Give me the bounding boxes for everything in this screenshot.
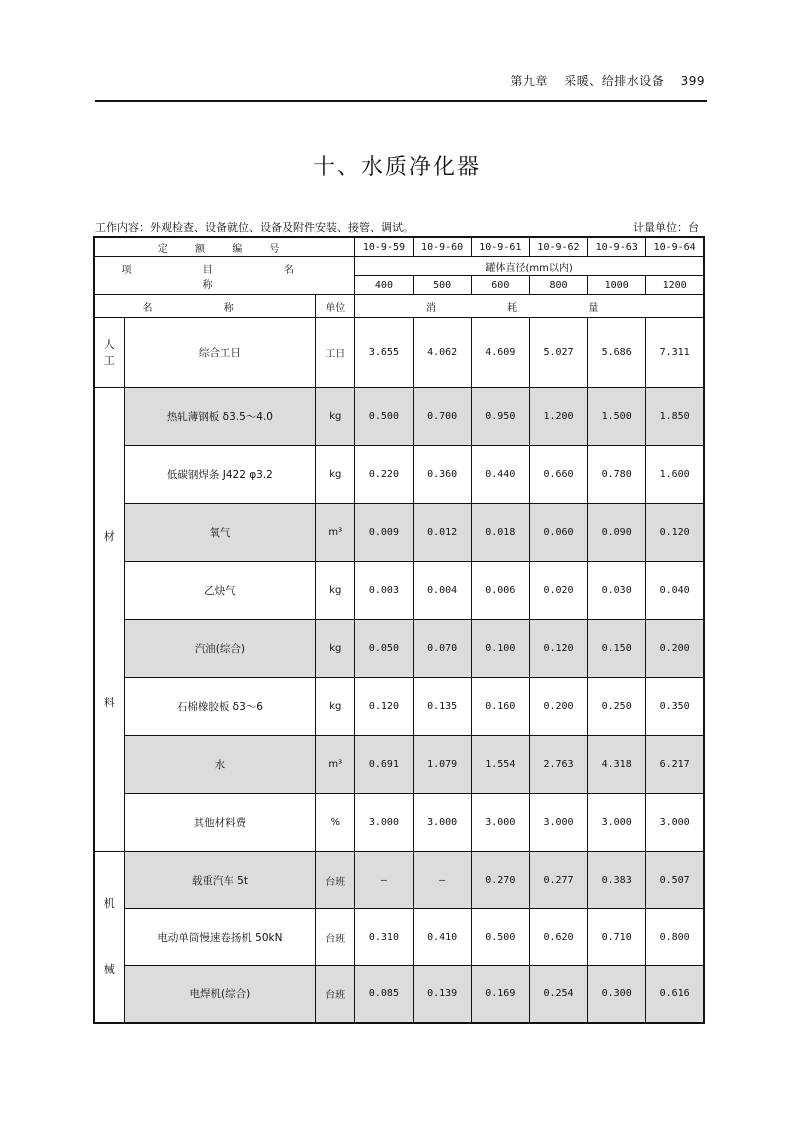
value-cell: 0.060: [529, 504, 587, 562]
value-cell: 4.062: [413, 318, 471, 388]
value-cell: 0.616: [646, 966, 704, 1023]
work-content: 工作内容：外观检查、设备就位、设备及附件安装、接管、调试。: [95, 221, 414, 234]
code-cell: 10-9-64: [646, 237, 704, 257]
table-row: [94, 852, 704, 909]
value-cell: 0.040: [646, 562, 704, 620]
resource-name: 乙炔气: [124, 562, 316, 620]
value-cell: 3.655: [355, 318, 413, 388]
unit-cell: kg: [316, 388, 355, 446]
param-cell: 600: [471, 276, 529, 295]
resource-name: 水: [124, 736, 316, 794]
unit-cell: m³: [316, 504, 355, 562]
param-cell: 800: [529, 276, 587, 295]
value-cell: 0.004: [413, 562, 471, 620]
resource-name: 氧气: [124, 504, 316, 562]
value-cell: 0.950: [471, 388, 529, 446]
value-cell: 0.254: [529, 966, 587, 1023]
table-row: [94, 318, 704, 388]
value-cell: 0.009: [355, 504, 413, 562]
value-cell: 3.000: [646, 794, 704, 852]
value-cell: 0.310: [355, 909, 413, 966]
value-cell: 5.686: [588, 318, 646, 388]
value-cell: 0.012: [413, 504, 471, 562]
value-cell: 1.500: [588, 388, 646, 446]
page-number: 399: [680, 74, 705, 88]
unit-cell: kg: [316, 678, 355, 736]
value-cell: 0.160: [471, 678, 529, 736]
value-cell: 0.120: [355, 678, 413, 736]
quota-table: [93, 236, 705, 1024]
value-cell: 0.169: [471, 966, 529, 1023]
value-cell: 0.300: [588, 966, 646, 1023]
value-cell: 0.277: [529, 852, 587, 909]
measure-unit: 计量单位：台: [633, 221, 699, 234]
page-title: 十、水质净化器: [312, 155, 481, 180]
param-cell: 1000: [588, 276, 646, 295]
category-cell: 材 料: [94, 388, 124, 852]
value-cell: 3.000: [588, 794, 646, 852]
table-row: [94, 736, 704, 794]
value-cell: 0.710: [588, 909, 646, 966]
value-cell: 0.250: [588, 678, 646, 736]
resource-name: 低碳钢焊条 J422 φ3.2: [124, 446, 316, 504]
value-cell: 3.000: [355, 794, 413, 852]
table-row: [94, 504, 704, 562]
unit-cell: %: [316, 794, 355, 852]
resource-name: 电动单筒慢速卷扬机 50kN: [124, 909, 316, 966]
code-cell: 10-9-61: [471, 237, 529, 257]
resource-name: 石棉橡胶板 δ3～6: [124, 678, 316, 736]
value-cell: 4.318: [588, 736, 646, 794]
value-cell: 0.135: [413, 678, 471, 736]
value-cell: 0.270: [471, 852, 529, 909]
value-cell: 0.120: [646, 504, 704, 562]
value-cell: 0.800: [646, 909, 704, 966]
value-cell: 4.609: [471, 318, 529, 388]
value-cell: 6.217: [646, 736, 704, 794]
value-cell: 0.085: [355, 966, 413, 1023]
item-label: 项 目 名 称: [94, 257, 355, 295]
value-cell: 0.691: [355, 736, 413, 794]
resource-name: 汽油(综合): [124, 620, 316, 678]
value-cell: 0.780: [588, 446, 646, 504]
value-cell: 0.660: [529, 446, 587, 504]
work-content-line: [95, 219, 705, 233]
header-rule: [95, 100, 707, 102]
unit-cell: kg: [316, 620, 355, 678]
value-cell: 0.090: [588, 504, 646, 562]
code-cell: 10-9-62: [529, 237, 587, 257]
unit-cell: 台班: [316, 852, 355, 909]
value-cell: 3.000: [529, 794, 587, 852]
value-cell: 1.079: [413, 736, 471, 794]
value-cell: 0.006: [471, 562, 529, 620]
value-cell: 0.410: [413, 909, 471, 966]
value-cell: 0.100: [471, 620, 529, 678]
value-cell: 3.000: [413, 794, 471, 852]
value-cell: 0.383: [588, 852, 646, 909]
value-cell: 0.003: [355, 562, 413, 620]
param-label: 罐体直径(mm以内): [355, 257, 704, 276]
unit-cell: 工日: [316, 318, 355, 388]
value-cell: 0.120: [529, 620, 587, 678]
value-cell: 0.200: [529, 678, 587, 736]
unit-cell: m³: [316, 736, 355, 794]
code-cell: 10-9-59: [355, 237, 413, 257]
value-cell: 0.360: [413, 446, 471, 504]
value-cell: —: [413, 852, 471, 909]
table-row: [94, 446, 704, 504]
resource-name: 载重汽车 5t: [124, 852, 316, 909]
value-cell: 0.070: [413, 620, 471, 678]
unit-cell: kg: [316, 446, 355, 504]
category-cell: 人 工: [94, 318, 124, 388]
column-header-row: [94, 295, 704, 318]
table-row: [94, 966, 704, 1023]
param-cell: 400: [355, 276, 413, 295]
value-cell: 0.500: [355, 388, 413, 446]
value-cell: 3.000: [471, 794, 529, 852]
value-cell: 0.220: [355, 446, 413, 504]
value-cell: 0.507: [646, 852, 704, 909]
unit-cell: 台班: [316, 966, 355, 1023]
resource-name: 热轧薄钢板 δ3.5～4.0: [124, 388, 316, 446]
table-row: [94, 678, 704, 736]
table-row: [94, 562, 704, 620]
value-cell: 1.850: [646, 388, 704, 446]
value-cell: 0.018: [471, 504, 529, 562]
running-header: [95, 72, 705, 94]
value-cell: 1.554: [471, 736, 529, 794]
value-cell: 0.350: [646, 678, 704, 736]
value-cell: 0.440: [471, 446, 529, 504]
value-cell: 1.200: [529, 388, 587, 446]
value-cell: 0.030: [588, 562, 646, 620]
value-cell: 0.700: [413, 388, 471, 446]
unit-header: 单位: [316, 295, 355, 318]
code-cell: 10-9-60: [413, 237, 471, 257]
value-cell: 0.020: [529, 562, 587, 620]
value-cell: 1.600: [646, 446, 704, 504]
item-row: [94, 257, 704, 276]
unit-cell: 台班: [316, 909, 355, 966]
param-cell: 500: [413, 276, 471, 295]
table-row: [94, 909, 704, 966]
chapter-label: 第九章: [510, 74, 548, 88]
code-row: [94, 237, 704, 257]
value-cell: 0.150: [588, 620, 646, 678]
value-cell: 2.763: [529, 736, 587, 794]
unit-cell: kg: [316, 562, 355, 620]
table-row: [94, 388, 704, 446]
value-cell: 0.620: [529, 909, 587, 966]
value-cell: 7.311: [646, 318, 704, 388]
value-cell: 0.200: [646, 620, 704, 678]
code-cell: 10-9-63: [588, 237, 646, 257]
value-cell: 5.027: [529, 318, 587, 388]
category-cell: 机 械: [94, 852, 124, 1023]
value-cell: 0.500: [471, 909, 529, 966]
value-cell: 0.139: [413, 966, 471, 1023]
resource-name: 电焊机(综合): [124, 966, 316, 1023]
table-row: [94, 620, 704, 678]
name-header: 名 称: [94, 295, 316, 318]
resource-name: 综合工日: [124, 318, 316, 388]
value-cell: —: [355, 852, 413, 909]
table-body: [94, 237, 704, 1023]
section-label: 采暖、给排水设备: [564, 74, 665, 88]
code-label: 定 额 编 号: [94, 237, 355, 257]
value-cell: 0.050: [355, 620, 413, 678]
resource-name: 其他材料费: [124, 794, 316, 852]
table-row: [94, 794, 704, 852]
consume-header: 消 耗 量: [355, 295, 704, 318]
param-cell: 1200: [646, 276, 704, 295]
